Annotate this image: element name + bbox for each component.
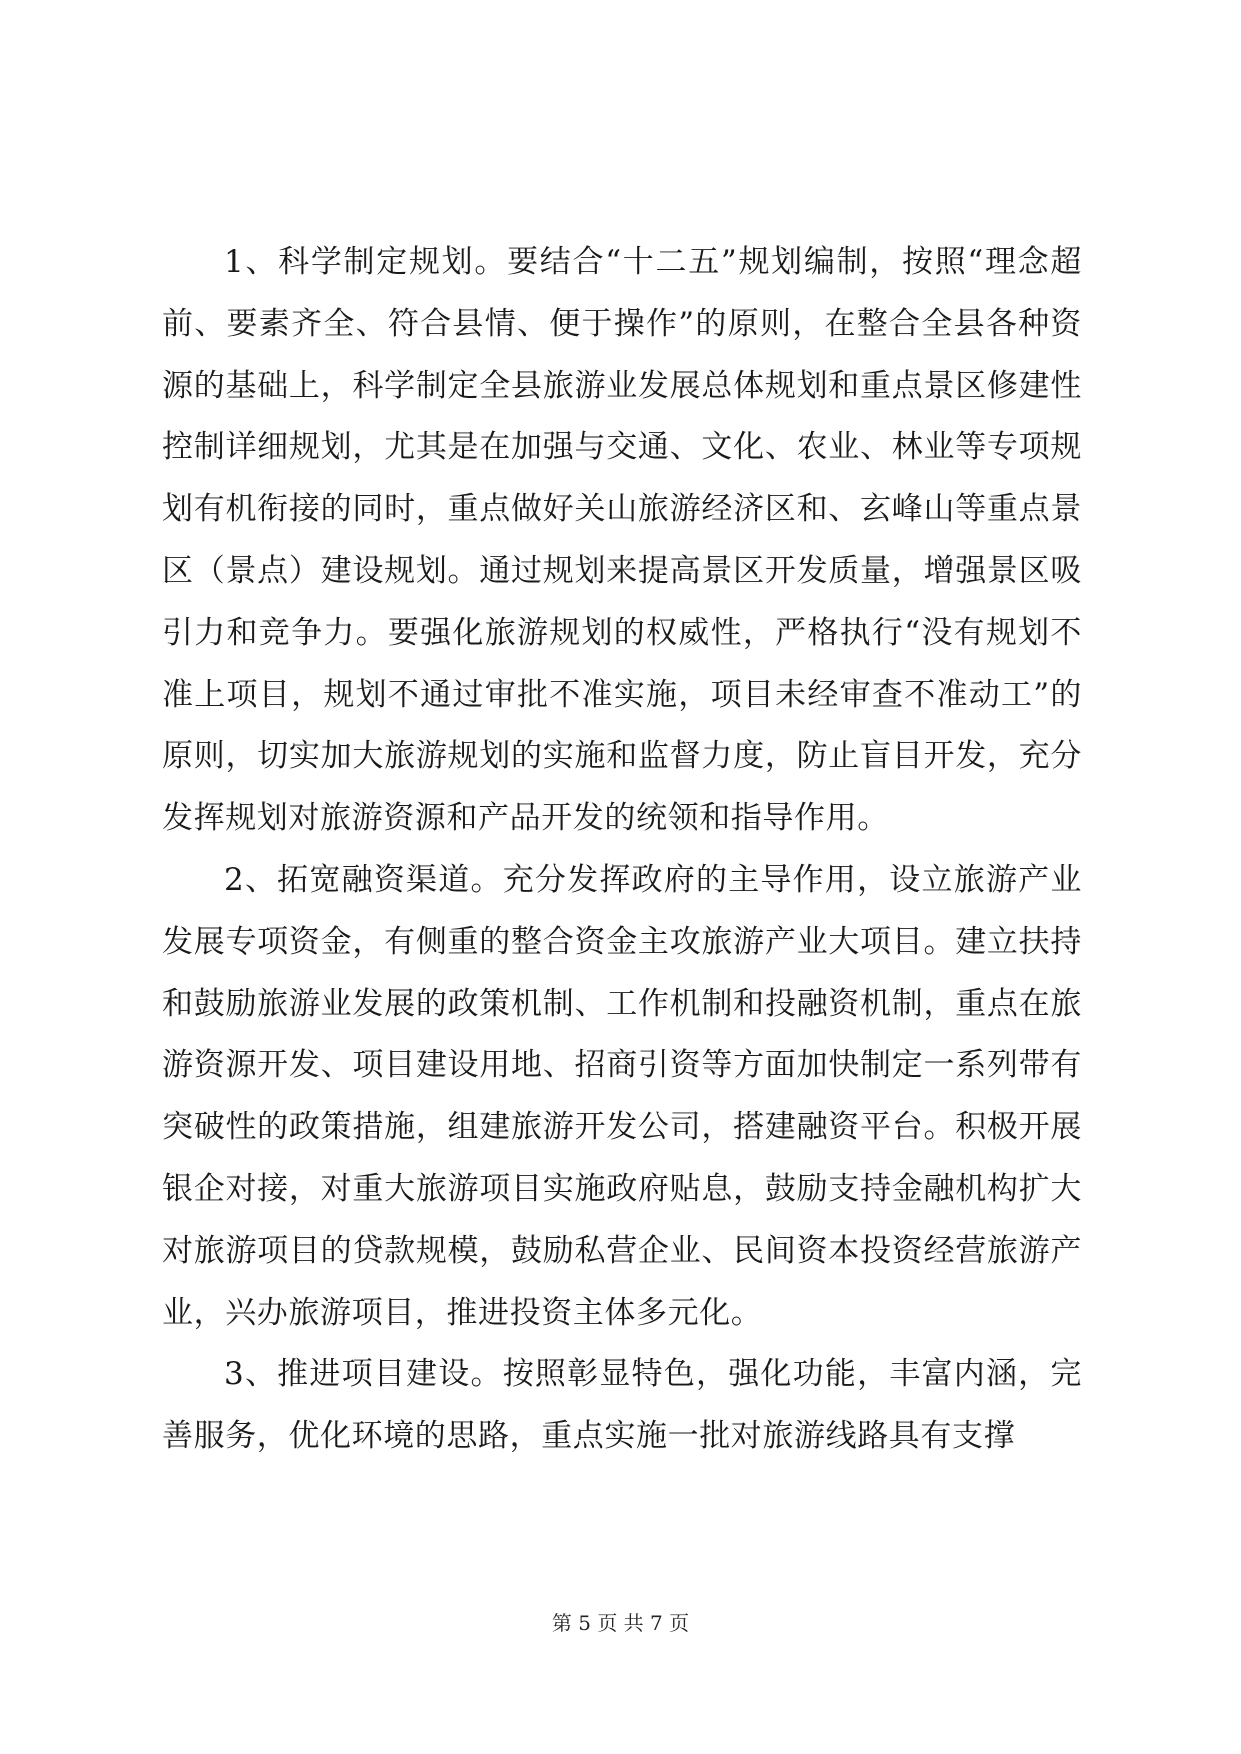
paragraph-projects: 3、推进项目建设。按照彰显特色，强化功能，丰富内涵，完善服务，优化环境的思路，重点实施一批对旅游线路具有支撑 bbox=[162, 1356, 1082, 1455]
document-body bbox=[162, 232, 1082, 1468]
page-number-footer: 第 5 页 共 7 页 bbox=[551, 1611, 690, 1635]
paragraph-planning: 1、科学制定规划。要结合“十二五”规划编制，按照“理念超前、要素齐全、符合县情、便于操作”的原则，在整合全县各种资源的基础上，科学制定全县旅游业发展总体规划和重点景区修建性控制详细规划，尤其是在加强与交通、文化、农业、林业等专项规划有机衔接的同时，重点做好关山旅游经济区和、玄峰山等重点景区（景点）建设规划。通过规划来提高景区开发质量，增强景区吸引力和竞争力。要强化旅游规划的权威性，严格执行“没有规划不准上项目，规划不通过审批不准实施，项目未经审查不准动工”的原则，切实加大旅游规划的实施和监督力度，防止盲目开发，充分发挥规划对旅游资源和产品开发的统领和指导作用。 bbox=[162, 244, 1082, 837]
paragraph-financing: 2、拓宽融资渠道。充分发挥政府的主导作用，设立旅游产业发展专项资金，有侧重的整合资金主攻旅游产业大项目。建立扶持和鼓励旅游业发展的政策机制、工作机制和投融资机制，重点在旅游资源开发、项目建设用地、招商引资等方面加快制定一系列带有突破性的政策措施，组建旅游开发公司，搭建融资平台。积极开展银企对接，对重大旅游项目实施政府贴息，鼓励支持金融机构扩大对旅游项目的贷款规模，鼓励私营企业、民间资本投资经营旅游产业，兴办旅游项目，推进投资主体多元化。 bbox=[162, 861, 1082, 1331]
